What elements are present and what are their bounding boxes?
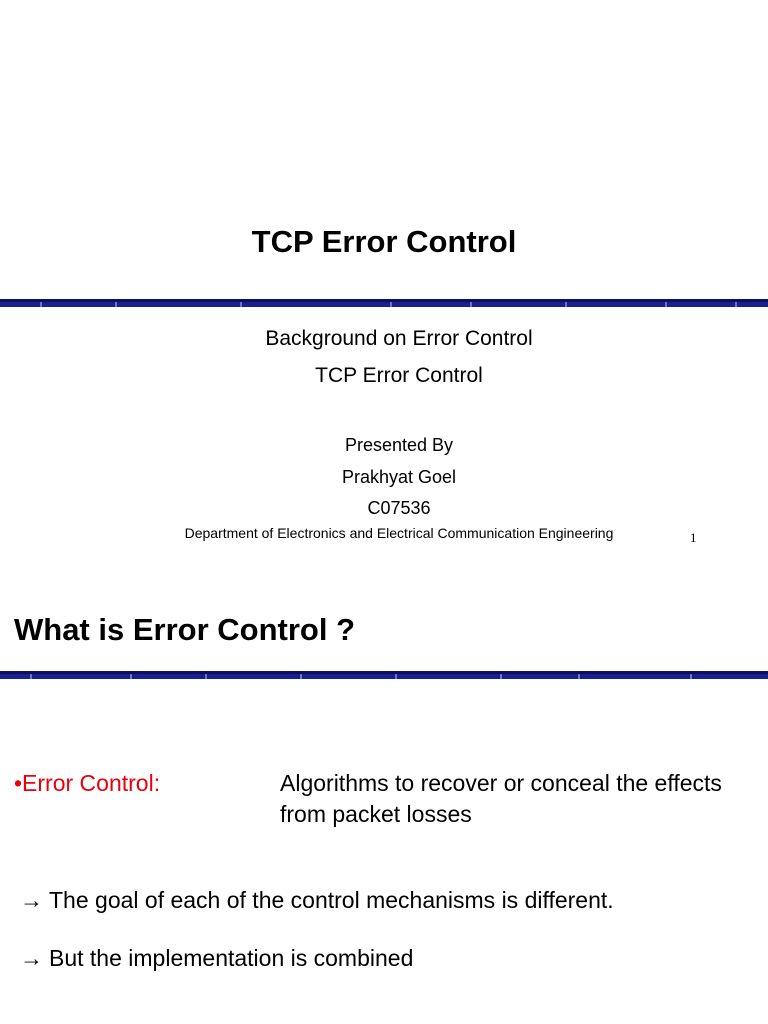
error-control-term: •Error Control: (14, 770, 161, 796)
slide2-divider (0, 671, 768, 679)
presented-by-label: Presented By (344, 435, 454, 455)
slide1-title: TCP Error Control (251, 224, 517, 259)
error-control-definition: Algorithms to recover or conceal the effects from packet losses (280, 770, 722, 827)
arrow-right-icon: → (20, 945, 43, 971)
outline-item-1: Background on Error Control (265, 327, 533, 350)
page-number: 1 (690, 530, 697, 545)
presenter-name: Prakhyat Goel (341, 467, 457, 487)
slide1-divider (0, 299, 768, 307)
bullet-point-text: The goal of each of the control mechanisms is different. (49, 887, 614, 913)
roll-number: C07536 (367, 498, 431, 518)
slide2-title: What is Error Control ? (14, 612, 355, 647)
bullet-point-text: But the implementation is combined (49, 945, 414, 971)
bullet-point-2 (20, 943, 413, 973)
department-name: Department of Electronics and Electrical Communication Engineering (184, 525, 614, 541)
arrow-right-icon: → (20, 887, 43, 913)
bullet-point-1 (20, 885, 614, 915)
outline-item-2: TCP Error Control (315, 364, 483, 387)
